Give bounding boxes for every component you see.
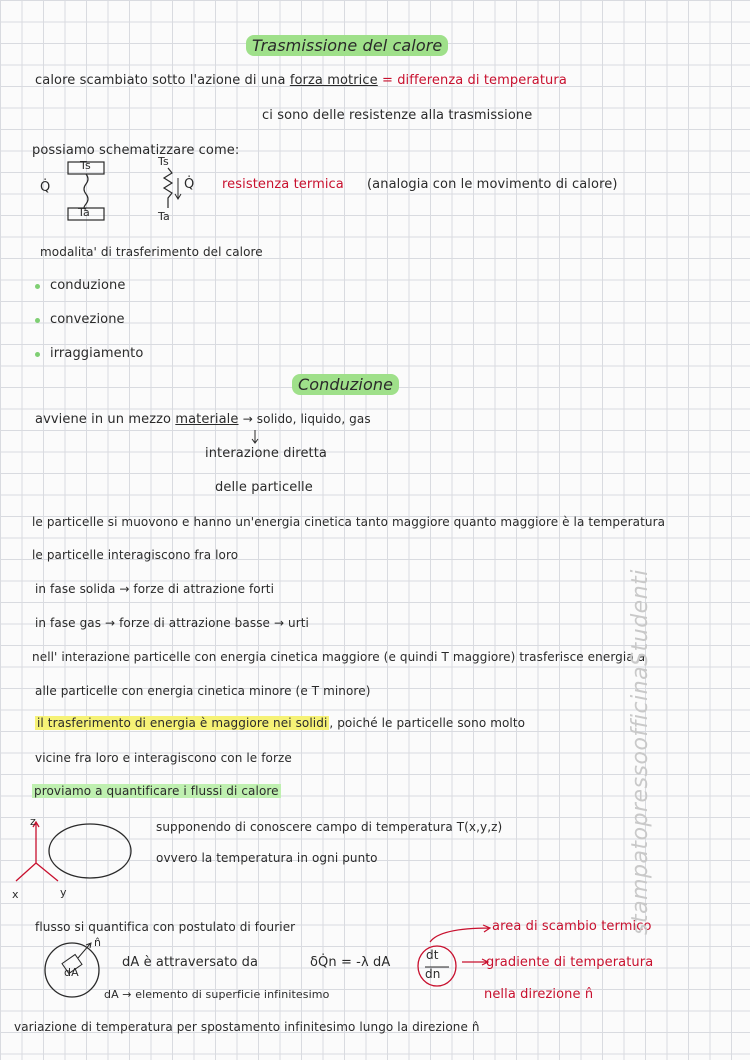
watermark: stampatopressoofficinaStudenti: [628, 569, 653, 935]
schema-heading: possiamo schematizzare come:: [32, 143, 240, 158]
analogy-note: (analogia con le movimento di calore): [367, 177, 618, 192]
conduction-line-2: interazione diretta: [205, 446, 327, 461]
page-title: Trasmissione del calore: [246, 36, 448, 55]
annotation-gradient: gradiente di temperatura: [486, 955, 654, 970]
bullet-icon: [35, 284, 40, 289]
bullet-icon: [35, 318, 40, 323]
fourier-equation: δQ̇n = -λ dA: [310, 955, 391, 970]
mode-item: convezione: [50, 312, 125, 327]
ts-label-2: Ts: [158, 155, 169, 168]
intro-line-1: calore scambiato sotto l'azione di una forza motrice = differenza di temperatura: [35, 73, 567, 88]
annotation-area: area di scambio termico: [492, 919, 652, 934]
fraction-numerator: dt: [426, 948, 439, 962]
axis-label-x: x: [12, 888, 19, 901]
paragraph-line: vicine fra loro e interagiscono con le forze: [35, 751, 292, 765]
axis-label-y: y: [60, 886, 67, 899]
n-label: n̂: [94, 936, 102, 949]
conduction-line-3: delle particelle: [215, 480, 313, 495]
ta-label: Ta: [78, 206, 90, 219]
paragraph-line: supponendo di conoscere campo di temperatura T(x,y,z): [156, 820, 503, 834]
thermal-resistance: resistenza termica: [222, 177, 344, 192]
section-title: Conduzione: [292, 375, 399, 394]
resistor-symbol: [160, 168, 180, 214]
paragraph-line: nell' interazione particelle con energia cinetica maggiore (e quindi T maggiore) trasferisce energia a: [32, 650, 646, 664]
annotation-direction: nella direzione n̂: [484, 987, 594, 1002]
paragraph-line: ovvero la temperatura in ogni punto: [156, 851, 378, 865]
dA-label: dA: [64, 966, 79, 979]
conduction-line-1: avviene in un mezzo materiale → solido, liquido, gas: [35, 412, 371, 427]
modes-heading: modalita' di trasferimento del calore: [40, 245, 263, 259]
bullet-icon: [35, 352, 40, 357]
paragraph-line: in fase solida → forze di attrazione forti: [35, 582, 275, 596]
fourier-text: dA è attraversato da: [122, 955, 259, 970]
heat-flow-symbol-2: Q̇: [184, 177, 195, 192]
axis-label-z: z: [30, 815, 36, 828]
paragraph-line: proviamo a quantificare i flussi di calore: [34, 784, 279, 798]
ts-label: Ts: [80, 159, 91, 172]
arrow-down-icon: [250, 430, 260, 444]
fraction-denominator: dn: [425, 967, 441, 981]
paragraph-line: variazione di temperatura per spostamento infinitesimo lungo la direzione n̂: [14, 1020, 480, 1034]
paragraph-line: alle particelle con energia cinetica minore (e T minore): [35, 684, 371, 698]
ta-label-2: Ta: [158, 210, 170, 223]
paragraph-line: le particelle interagiscono fra loro: [32, 548, 239, 562]
body-ellipse: [46, 822, 136, 882]
heat-flow-symbol: Q̇: [40, 180, 51, 195]
paragraph-line: in fase gas → forze di attrazione basse → urti: [35, 616, 309, 630]
paragraph-line: il trasferimento di energia è maggiore nei solidi , poiché le particelle sono molto: [37, 716, 526, 730]
paragraph-line: flusso si quantifica con postulato di fourier: [35, 920, 296, 934]
mode-item: conduzione: [50, 278, 126, 293]
intro-line-2: ci sono delle resistenze alla trasmissione: [262, 108, 533, 123]
dA-description: dA → elemento di superficie infinitesimo: [104, 988, 330, 1001]
paragraph-line: le particelle si muovono e hanno un'energia cinetica tanto maggiore quanto maggiore è la temperatura: [32, 515, 666, 529]
mode-item: irraggiamento: [50, 346, 144, 361]
